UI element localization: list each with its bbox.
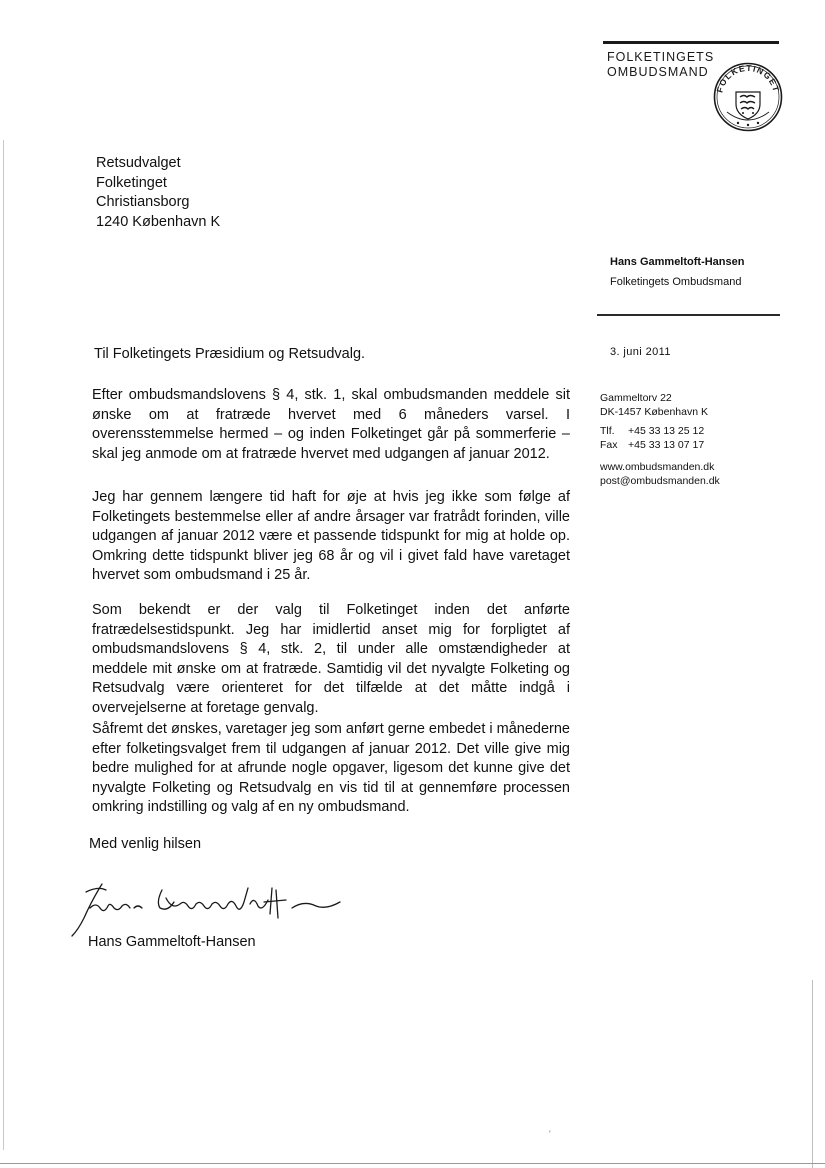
scan-edge-left	[3, 140, 4, 1150]
sender-name: Hans Gammeltoft-Hansen	[610, 256, 745, 268]
body-paragraph: Såfremt det ønskes, varetager jeg som anført gerne embedet i månederne efter folketingsvalget frem til udgangen af januar 2012. Det ville give mig bedre mulighed for at afrunde nogle opgaver, ligesom det kunne give det nyvalgte Folketing og Retsudvalg en vis tid til at gennemføre processen omkring indstilling og valg af en ny ombudsmand.	[92, 721, 570, 815]
fax-row	[600, 438, 704, 452]
page-mark: '	[549, 1129, 551, 1139]
letter-date: 3. juni 2011	[610, 346, 671, 358]
recipient-line: Retsudvalget	[96, 155, 181, 171]
salutation: Til Folketingets Præsidium og Retsudvalg.	[94, 346, 366, 362]
handwritten-signature	[64, 878, 354, 940]
fax-number: +45 33 13 07 17	[628, 439, 705, 451]
sender-web	[600, 460, 720, 488]
body-paragraph: Jeg har gennem længere tid haft for øje at hvis jeg ikke som følge af Folketingets bestemmelse eller af andre årsager var fratrådt forinden, ville udgangen af januar 2012 være et passende tidspunkt for mig at holde op. Omkring dette tidspunkt bliver jeg 68 år og vil i givet fald have varetaget hvervet som ombudsmand i 25 år.	[92, 489, 570, 583]
recipient-address	[96, 154, 220, 232]
sender-divider	[597, 314, 780, 316]
email-link: post@ombudsmanden.dk	[600, 475, 720, 487]
org-name-line2: OMBUDSMAND	[607, 65, 709, 79]
address-line1: Gammeltorv 22	[600, 392, 672, 404]
website-link: www.ombudsmanden.dk	[600, 461, 715, 473]
body-paragraph: Efter ombudsmandslovens § 4, stk. 1, skal ombudsmanden meddele sit ønske om at fratræde hvervet med 6 måneders varsel. I overensstemmelse hermed – og inden Folketinget går på sommerferie – skal jeg anmode om at fratræde hvervet med udgangen af januar 2012.	[92, 387, 570, 462]
letterhead-org-name	[607, 50, 714, 80]
letterhead-rule	[603, 41, 779, 44]
sender-contact	[600, 424, 704, 452]
body-paragraph: Som bekendt er der valg til Folketinget inden det anførte fratrædelsestidspunkt. Jeg har imidlertid anset mig for forpligtet af ombudsmandslovens § 4, stk. 2, til under alle omstændigheder at meddele mit ønske om at fratræde. Samtidig vil det nyvalgte Folketing og Retsudvalg være orienteret for det tilfælde at det måtte indgå i overvejelserne at foretage genvalg.	[92, 602, 570, 716]
recipient-line: Folketinget	[96, 174, 167, 191]
sender-address	[600, 391, 708, 419]
closing: Med venlig hilsen	[89, 836, 202, 852]
recipient-line: Christiansborg	[96, 194, 190, 210]
phone-label: Tlf.	[600, 425, 615, 437]
scan-edge-bottom	[0, 1163, 825, 1164]
folketinget-seal-logo	[713, 62, 783, 132]
recipient-line: 1240 København K	[96, 213, 221, 230]
phone-number: +45 33 13 25 12	[628, 425, 705, 437]
signer-name: Hans Gammeltoft-Hansen	[88, 934, 256, 950]
sender-title: Folketingets Ombudsmand	[610, 276, 742, 288]
scan-edge-right	[812, 980, 813, 1168]
address-line2: DK-1457 København K	[600, 406, 708, 418]
fax-label: Fax	[600, 439, 618, 451]
phone-row	[600, 424, 704, 438]
svg-text:FOLKETINGET: FOLKETINGET	[714, 62, 782, 94]
org-name-line1: FOLKETINGETS	[607, 50, 715, 64]
